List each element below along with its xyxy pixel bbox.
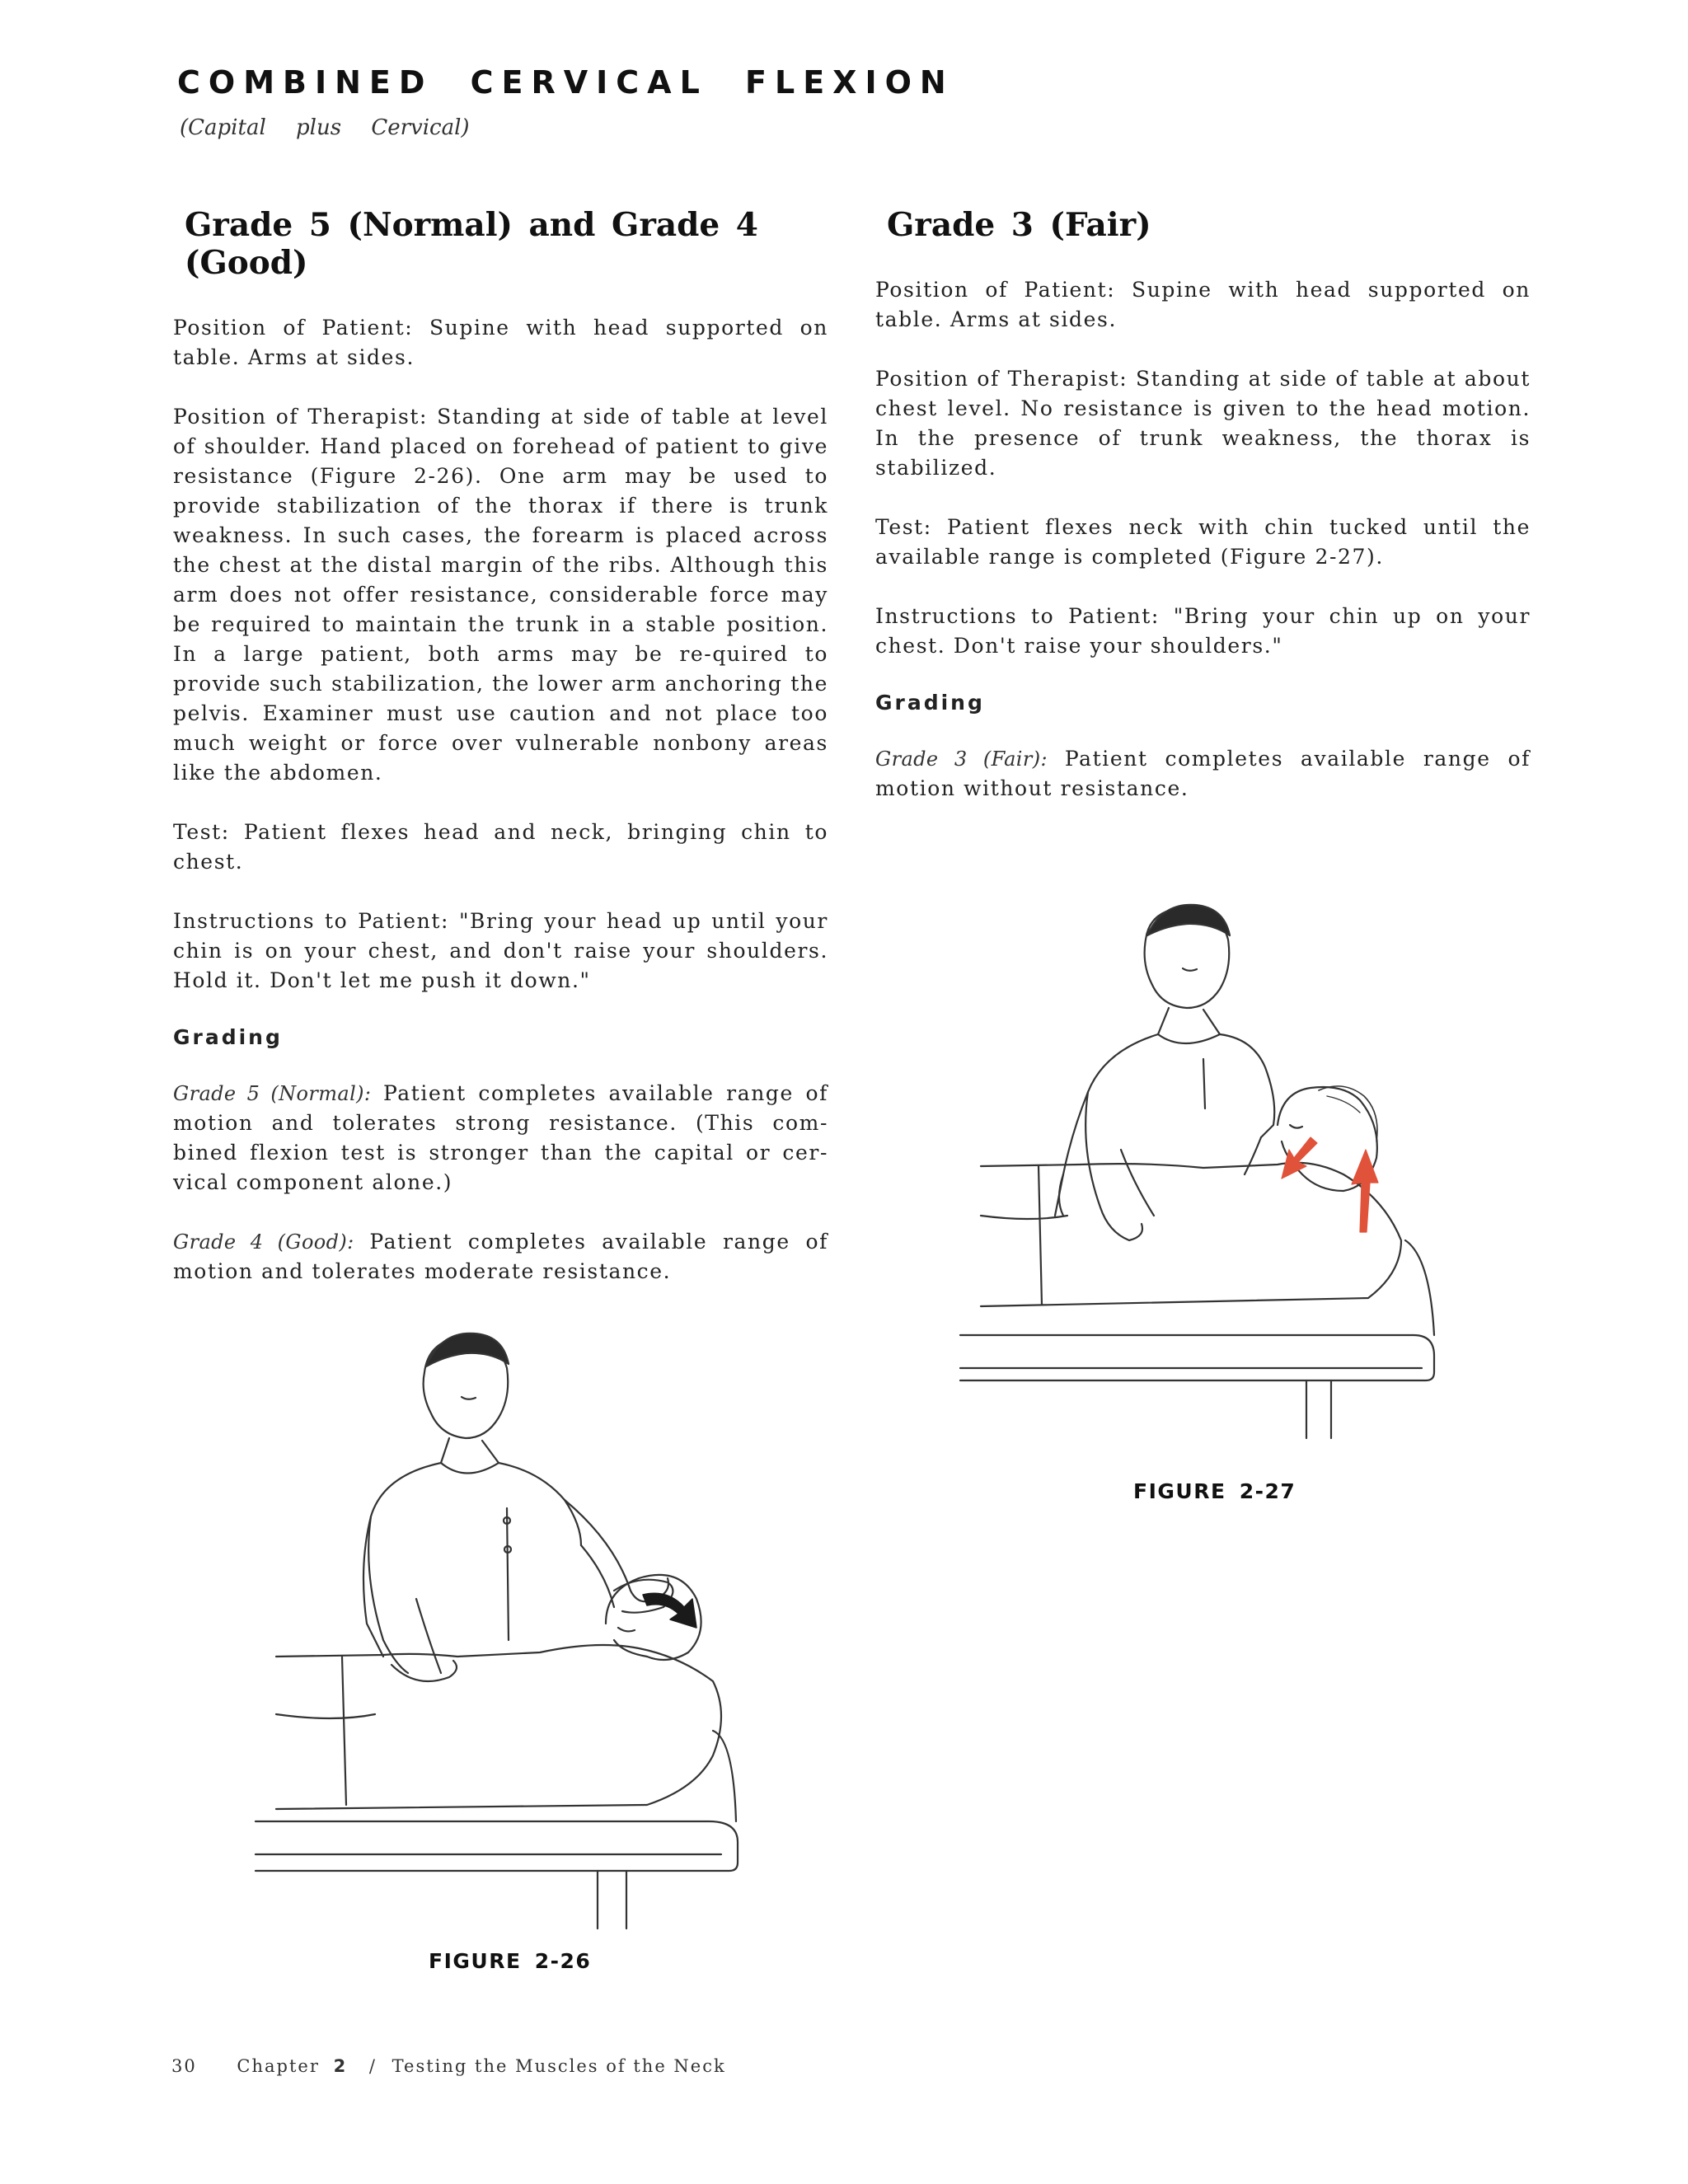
page-title: COMBINED CERVICAL FLEXION [177,64,954,101]
paragraph-label: Test: [875,515,932,539]
footer-slash: / [368,2056,377,2076]
page-footer [171,2056,726,2076]
paragraph-text: Patient flexes head and neck, bringing chin to chest. [173,820,828,874]
page-number: 30 [171,2056,197,2076]
grading-heading: Grading [173,1025,283,1049]
left-column [173,206,828,1316]
paragraph-text: Standing at side of table at level of shoulder. Hand placed on forehead of patient to give resistance (Figure 2-26). One arm may be used to provide stabilization of the thorax if there is trunk weakness. In such cases, the forearm is placed across the chest at the distal margin of the ribs. Although this arm does not offer resistance, considerable force may be required to maintain the trunk in a stable position. In a large patient, both arms may be re-quired to provide such stabilization, the lower arm anchoring the pelvis. Examiner must use caution and not place too much weight or force over vulnerable nonbony areas like the abdomen. [173,405,828,785]
instructions-paragraph [173,907,828,996]
figure-2-27-illustration [956,902,1438,1446]
paragraph-label: Instructions to Patient: [173,909,450,933]
section-heading-grade-5-4: Grade 5 (Normal) and Grade 4 (Good) [185,206,758,282]
paragraph-text: "Bring your head up until your chin is on your chest, and don't raise your shoulders. Hold it. Don't let me push it down." [173,909,828,992]
paragraph-label: Instructions to Patient: [875,604,1160,628]
paragraph-text: Supine with head supported on table. Arms at sides. [173,316,828,369]
chapter-word: Chapter [237,2056,320,2076]
grade-label: Grade 3 (Fair): [875,748,1048,771]
section-heading-grade-3: Grade 3 (Fair) [887,206,1151,244]
figure-2-26-illustration [251,1327,746,1937]
test-paragraph [173,818,828,877]
right-column [875,206,1531,833]
position-of-therapist-paragraph [173,402,828,788]
grading-heading: Grading [875,691,985,715]
figure-2-26 [251,1327,746,1973]
chapter-number: 2 [333,2056,348,2076]
paragraph-label: Position of Therapist: [173,405,429,429]
paragraph-text: Patient completes available range of motion without resistance. [875,747,1531,800]
chapter-title: Testing the Muscles of the Neck [392,2056,726,2076]
grade-4-paragraph [173,1227,828,1286]
paragraph-text: Patient completes available range of motion and tolerates strong resistance. (This com-bined flexion test is stronger than the capital or cer-vical component alone.) [173,1081,828,1194]
paragraph-text: "Bring your chin up on your chest. Don't raise your shoulders." [875,604,1531,658]
paragraph-label: Position of Patient: [875,278,1116,302]
paragraph-label: Position of Patient: [173,316,414,340]
paragraph-text: Patient flexes neck with chin tucked until the available range is completed (Figure 2-27). [875,515,1531,569]
position-of-patient-paragraph [173,313,828,373]
paragraph-text: Patient completes available range of motion and tolerates moderate resistance. [173,1230,828,1283]
page-subtitle: (Capital plus Cervical) [180,115,470,140]
test-paragraph [875,513,1531,572]
position-of-therapist-paragraph [875,364,1531,483]
figure-caption: FIGURE 2-27 [1133,1479,1296,1503]
paragraph-text: Standing at side of table at about chest level. No resistance is given to the head motion. In the presence of trunk weakness, the thorax is stabilized. [875,367,1531,480]
grade-3-paragraph [875,744,1531,804]
paragraph-label: Test: [173,820,230,844]
paragraph-label: Position of Therapist: [875,367,1128,391]
figure-caption: FIGURE 2-26 [429,1949,592,1973]
figure-2-27 [956,902,1438,1503]
grade-label: Grade 4 (Good): [173,1230,354,1254]
position-of-patient-paragraph [875,275,1531,335]
grade-label: Grade 5 (Normal): [173,1082,372,1105]
instructions-paragraph [875,602,1531,661]
grade-5-paragraph [173,1079,828,1197]
paragraph-text: Supine with head supported on table. Arms at sides. [875,278,1531,331]
